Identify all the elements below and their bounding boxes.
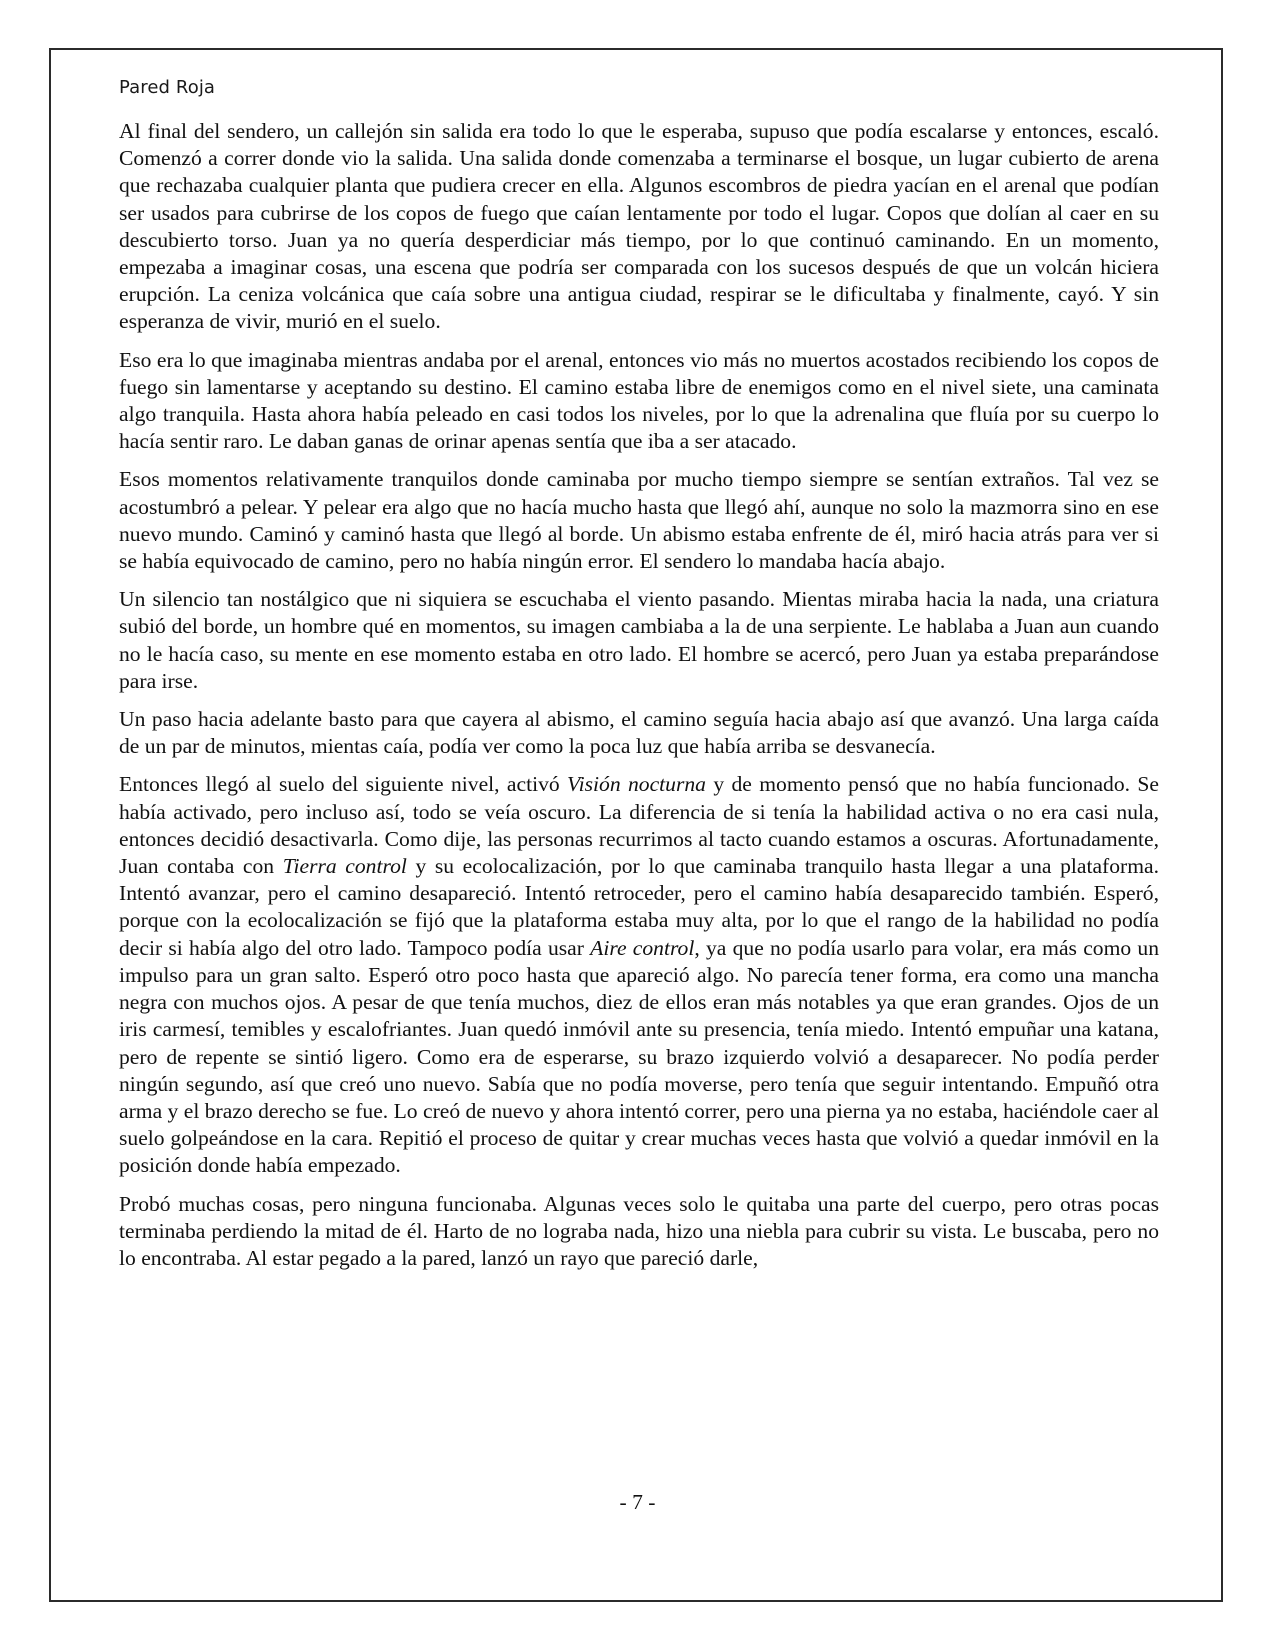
paragraph-5 (119, 706, 1159, 760)
paragraph-2 (119, 347, 1159, 456)
italic-term-vision-nocturna: Visión nocturna (567, 772, 706, 797)
paragraph-7 (119, 1191, 1159, 1273)
italic-term-tierra-control: Tierra control (282, 854, 407, 879)
paragraph-text: Entonces llegó al suelo del siguiente nivel, activó (119, 772, 568, 797)
paragraph-text: Eso era lo que imaginaba mientras andaba por el arenal, entonces vio más no muertos acostados recibiendo los copos de fuego sin lamentarse y aceptando su destino. El camino estaba libre de enemigos como en el nivel siete, una caminata algo tranquila. Hasta ahora había peleado en casi todos los niveles, por lo que la adrenalina que fluía por su cuerpo lo hacía sentir raro. Le daban ganas de orinar apenas sentía que iba a ser atacado. (119, 347, 1159, 454)
paragraph-4 (119, 586, 1159, 695)
paragraph-3 (119, 466, 1159, 575)
paragraph-text: Probó muchas cosas, pero ninguna funcionaba. Algunas veces solo le quitaba una parte del cuerpo, pero otras pocas terminaba perdiendo la mitad de él. Harto de no lograba nada, hizo una niebla para cubrir su vista. Le buscaba, pero no lo encontraba. Al estar pegado a la pared, lanzó un rayo que pareció darle, (119, 1191, 1159, 1270)
body-text (119, 118, 1159, 1283)
paragraph-6 (119, 771, 1159, 1179)
paragraph-1 (119, 118, 1159, 336)
paragraph-text: Al final del sendero, un callejón sin salida era todo lo que le esperaba, supuso que podía escalarse y entonces, escaló. Comenzó a correr donde vio la salida. Una salida donde comenzaba a terminarse el bosque, un lugar cubierto de arena que rechazaba cualquier planta que pudiera crecer en ella. Algunos escombros de piedra yacían en el arenal que podían ser usados para cubrirse de los copos de fuego que caían lentamente por todo el lugar. Copos que dolían al caer en su descubierto torso. Juan ya no quería desperdiciar más tiempo, por lo que continuó caminando. En un momento, empezaba a imaginar cosas, una escena que podría ser comparada con los sucesos después de que un volcán hiciera erupción. La ceniza volcánica que caía sobre una antigua ciudad, respirar se le dificultaba y finalmente, cayó. Y sin esperanza de vivir, murió en el suelo. (119, 119, 1159, 334)
paragraph-text: y su ecolocalización, por lo que caminaba tranquilo hasta llegar a una plataforma. Intentó avanzar, pero el camino desapareció. Intentó retroceder, pero el camino había desaparecido también. Esperó, porque con la ecolocalización se fijó que la plataforma estaba muy alta, por lo que el rango de la habilidad no podía decir si había algo del otro lado. Tampoco podía usar (119, 854, 1159, 960)
running-header-title: Pared Roja (119, 77, 216, 98)
paragraph-text: y de momento pensó que no había funcionado. Se había activado, pero incluso así, todo se veía oscuro. La diferencia de si tenía la habilidad activa o no era casi nula, entonces decidió desactivarla. Como dije, las personas recurrimos al tacto cuando estamos a oscuras. Afortunadamente, Juan contaba con (119, 772, 1159, 879)
italic-term-aire-control: Aire control (590, 935, 695, 960)
paragraph-text: Esos momentos relativamente tranquilos donde caminaba por mucho tiempo siempre se sentían extraños. Tal vez se acostumbró a pelear. Y pelear era algo que no hacía mucho hasta que llegó ahí, aunque no solo la mazmorra sino en ese nuevo mundo. Caminó y caminó hasta que llegó al borde. Un abismo estaba enfrente de él, miró hacia atrás para ver si se había equivocado de camino, pero no había ningún error. El sendero lo mandaba hacía abajo. (119, 467, 1159, 574)
paragraph-text: Un paso hacia adelante basto para que cayera al abismo, el camino seguía hacia abajo así que avanzó. Una larga caída de un par de minutos, mientas caía, podía ver como la poca luz que había arriba se desvanecía. (119, 707, 1159, 759)
paragraph-text: Un silencio tan nostálgico que ni siquiera se escuchaba el viento pasando. Mientas miraba hacia la nada, una criatura subió del borde, un hombre qué en momentos, su imagen cambiaba a la de una serpiente. Le hablaba a Juan aun cuando no le hacía caso, su mente en ese momento estaba en otro lado. El hombre se acercó, pero Juan ya estaba preparándose para irse. (119, 587, 1159, 693)
page-number: - 7 - (619, 1490, 656, 1514)
paragraph-text: , ya que no podía usarlo para volar, era más como un impulso para un gran salto. Esperó otro poco hasta que apareció algo. No parecía tener forma, era como una mancha negra con muchos ojos. A pesar de que tenía muchos, diez de ellos eran más notables ya que eran grandes. Ojos de un iris carmesí, temibles y escalofriantes. Juan quedó inmóvil ante su presencia, tenía miedo. Intentó empuñar una katana, pero de repente se sintió ligero. Como era de esperarse, su brazo izquierdo volvió a desaparecer. No podía perder ningún segundo, así que creó uno nuevo. Sabía que no podía moverse, pero tenía que seguir intentando. Empuñó otra arma y el brazo derecho se fue. Lo creó de nuevo y ahora intentó correr, pero una pierna ya no estaba, haciéndole caer al suelo golpeándose en la cara. Repitió el proceso de quitar y crear muchas veces hasta que volvió a quedar inmóvil en la posición donde había empezado. (119, 935, 1159, 1178)
